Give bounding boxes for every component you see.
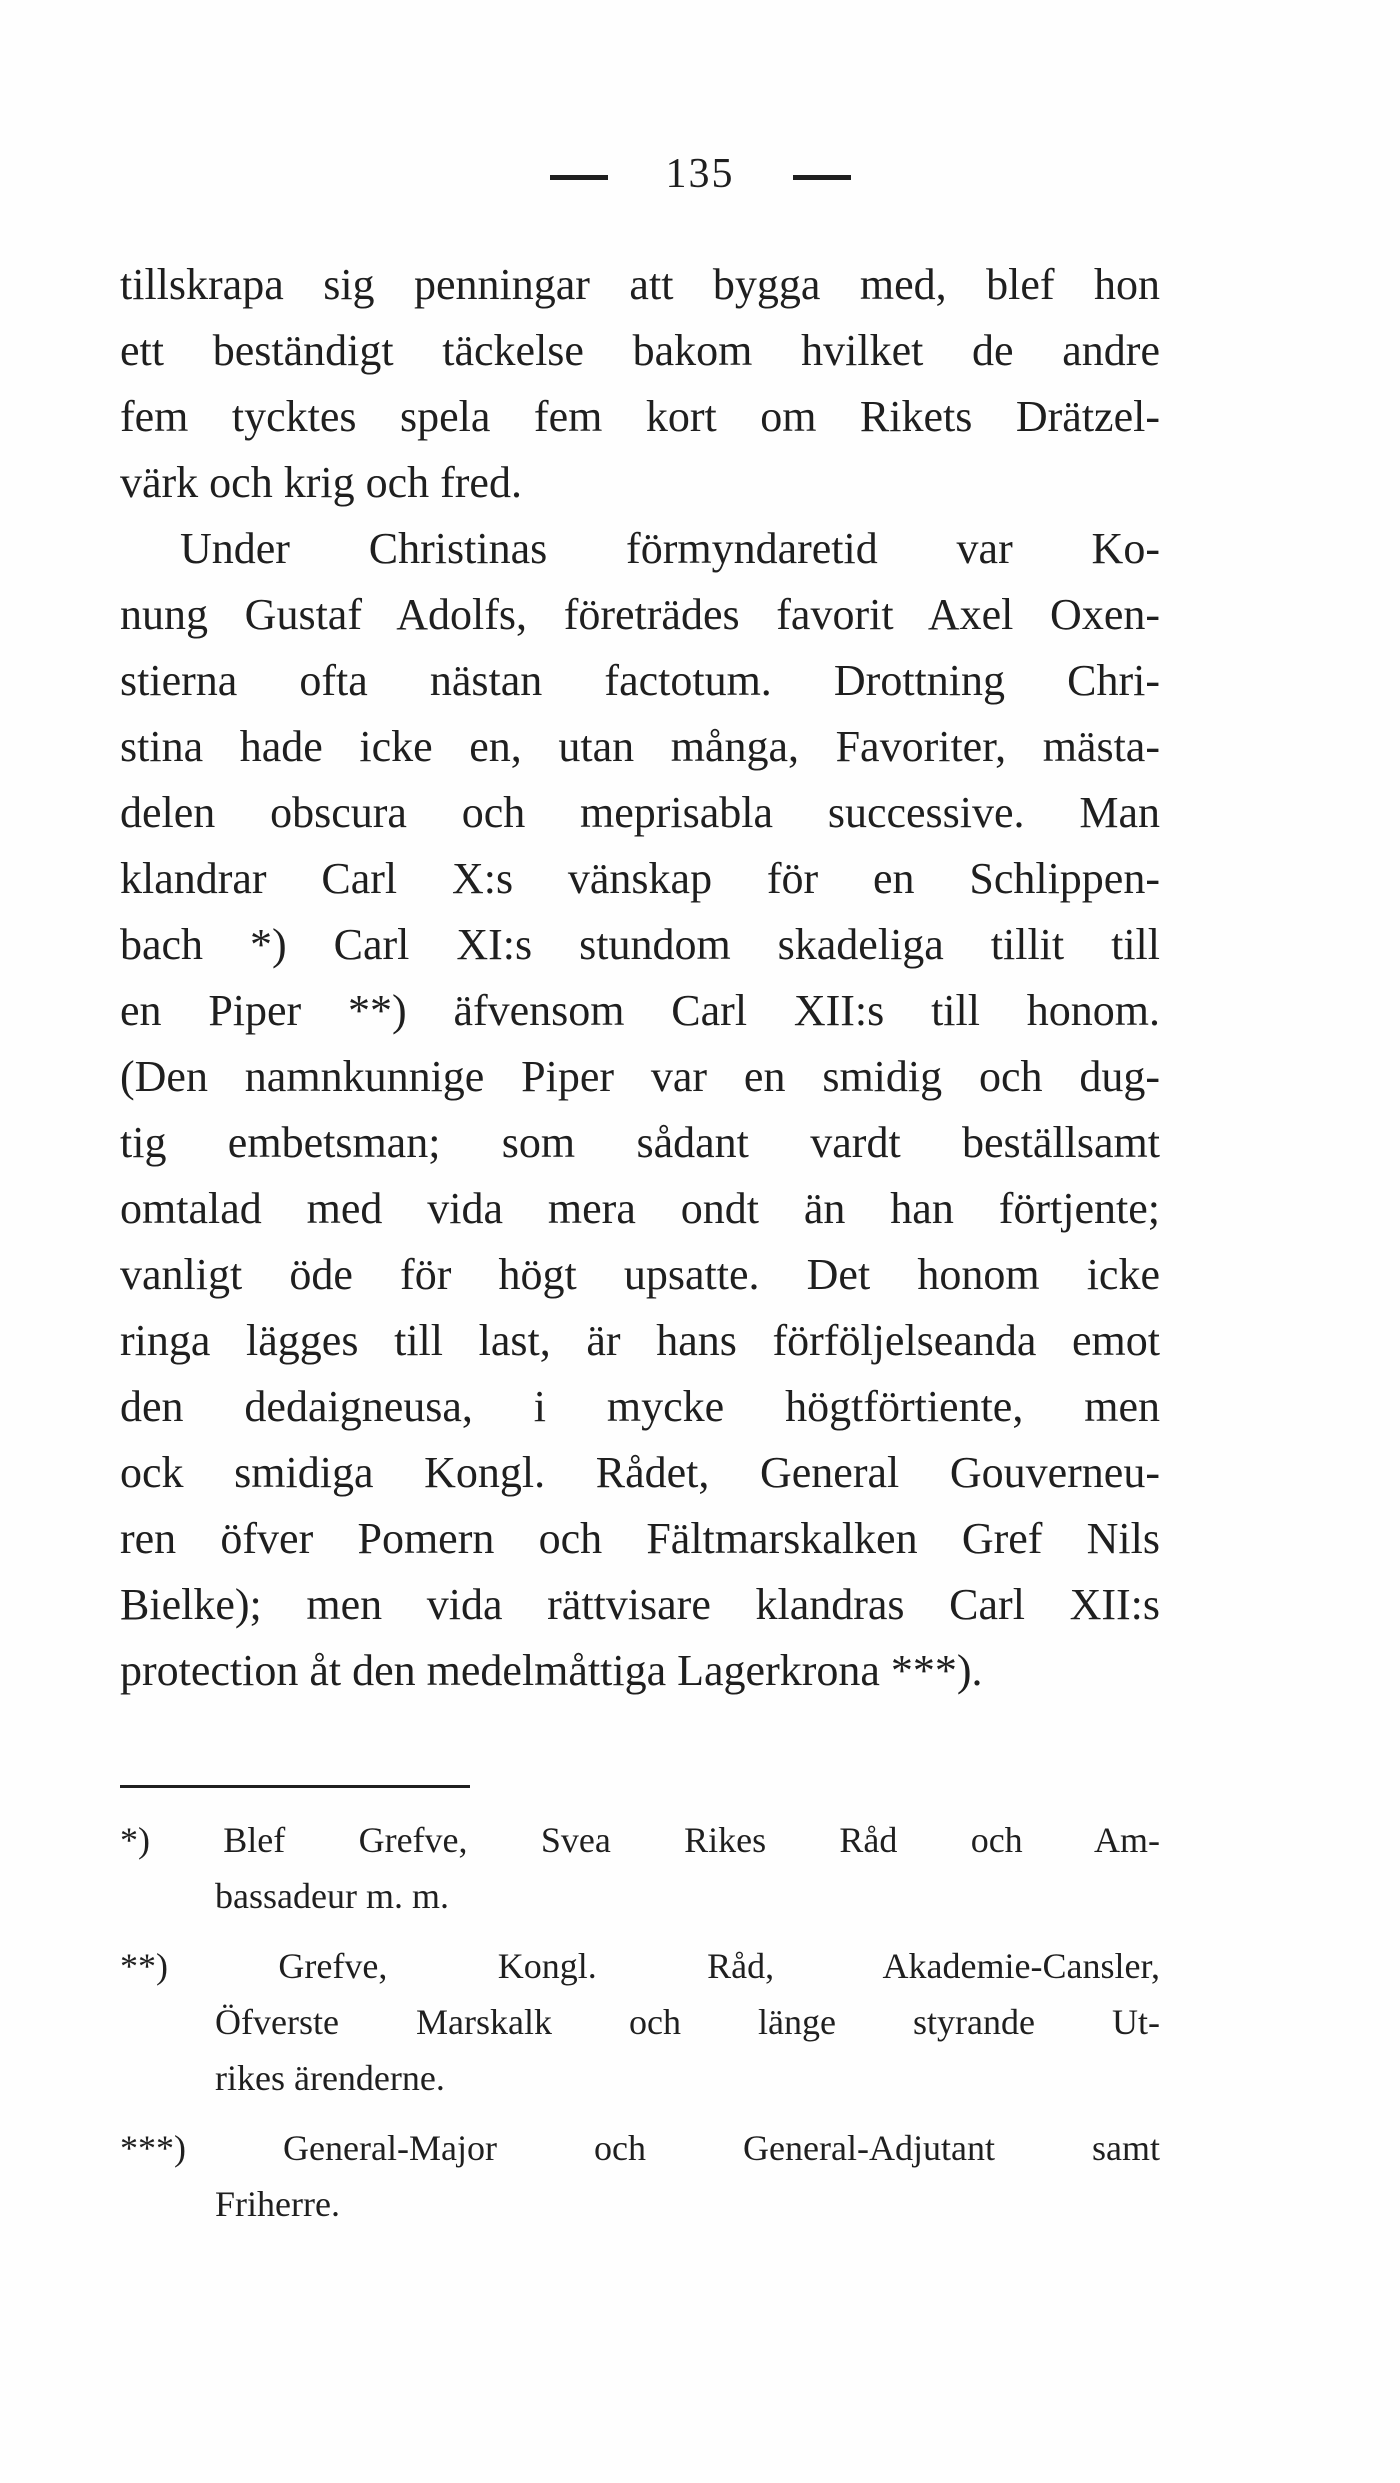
- footnote-line: bassadeur m. m.: [215, 1876, 449, 1916]
- text-line: fem tycktes spela fem kort om Rikets Drätzel-: [120, 392, 1160, 441]
- body-text: [120, 252, 1160, 1704]
- text-line: stina hade icke en, utan många, Favoriter, mästa-: [120, 722, 1160, 771]
- footnote-rule: [120, 1785, 470, 1788]
- text-line: värk och krig och fred.: [120, 458, 522, 507]
- text-line: stierna ofta nästan factotum. Drottning Chri-: [120, 656, 1160, 705]
- page-number: 135: [665, 151, 735, 197]
- text-line: protection åt den medelmåttiga Lagerkrona ***).: [120, 1646, 983, 1695]
- text-line: vanligt öde för högt upsatte. Det honom icke: [120, 1250, 1160, 1299]
- text-line: tig embetsman; som sådant vardt beställsamt: [120, 1118, 1160, 1167]
- footnote: [120, 1812, 1160, 1924]
- text-line: en Piper **) äfvensom Carl XII:s till honom.: [120, 986, 1160, 1035]
- text-line: ock smidiga Kongl. Rådet, General Gouverneu-: [120, 1448, 1160, 1497]
- text-line: Bielke); men vida rättvisare klandras Carl XII:s: [120, 1580, 1160, 1629]
- text-line: tillskrapa sig penningar att bygga med, blef hon: [120, 260, 1160, 309]
- footnote-line: ***) General-Major och General-Adjutant samt: [120, 2128, 1160, 2168]
- text-line: bach *) Carl XI:s stundom skadeliga tillit till: [120, 920, 1160, 969]
- text-line: ringa lägges till last, är hans förföljelseanda emot: [120, 1316, 1160, 1365]
- footnote: [120, 1938, 1160, 2106]
- footnote-line: rikes ärenderne.: [215, 2058, 445, 2098]
- text-line: delen obscura och meprisabla successive. Man: [120, 788, 1160, 837]
- footnotes: [120, 1812, 1160, 2232]
- text-line: nung Gustaf Adolfs, företrädes favorit Axel Oxen-: [120, 590, 1160, 639]
- text-line: ren öfver Pomern och Fältmarskalken Gref Nils: [120, 1514, 1160, 1563]
- text-line: Under Christinas förmyndaretid var Ko-: [180, 524, 1160, 573]
- text-line: omtalad med vida mera ondt än han förtjente;: [120, 1184, 1160, 1233]
- page-header: [0, 150, 1400, 198]
- text-line: klandrar Carl X:s vänskap för en Schlippen-: [120, 854, 1160, 903]
- footnote-line: **) Grefve, Kongl. Råd, Akademie-Cansler,: [120, 1946, 1160, 1986]
- footnote-line: Öfverste Marskalk och länge styrande Ut-: [215, 2002, 1160, 2042]
- text-line: (Den namnkunnige Piper var en smidig och dug-: [120, 1052, 1160, 1101]
- footnote-line: *) Blef Grefve, Svea Rikes Råd och Am-: [120, 1820, 1160, 1860]
- right-dash: [793, 175, 851, 180]
- text-line: ett beständigt täckelse bakom hvilket de andre: [120, 326, 1160, 375]
- text-line: den dedaigneusa, i mycke högtförtiente, men: [120, 1382, 1160, 1431]
- left-dash: [550, 175, 608, 180]
- footnote: [120, 2120, 1160, 2232]
- footnote-line: Friherre.: [215, 2184, 340, 2224]
